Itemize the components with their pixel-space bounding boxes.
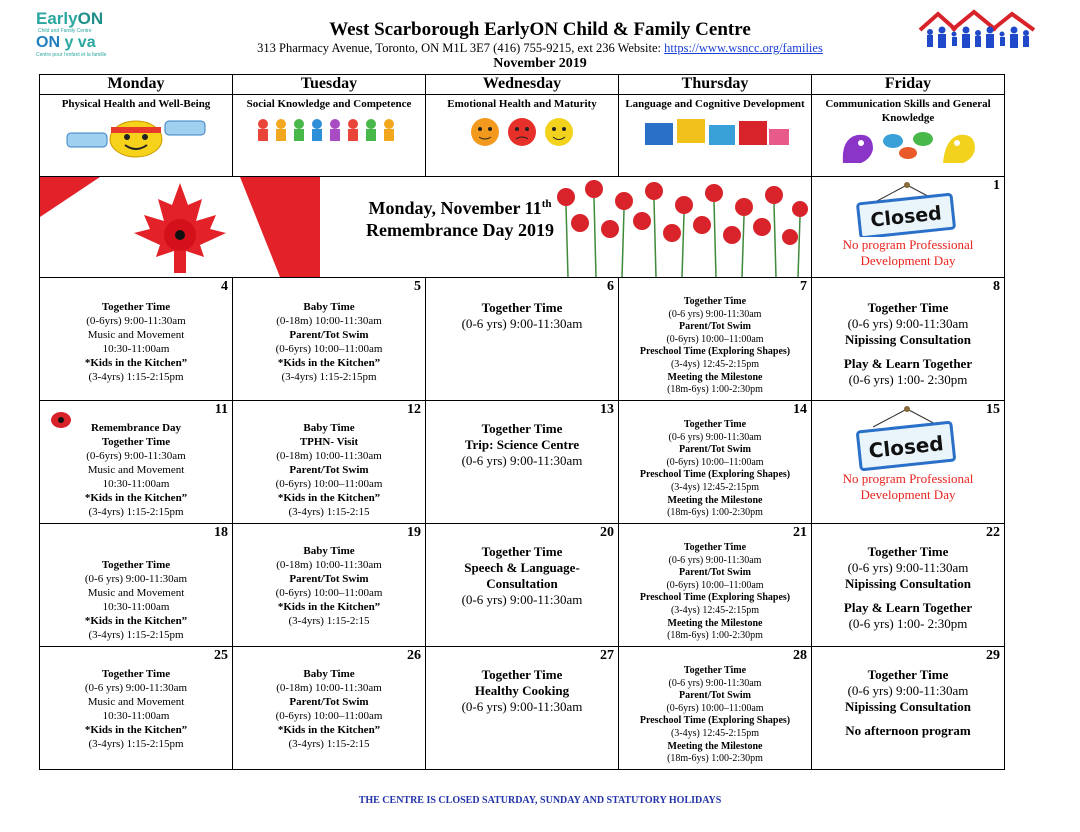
day-cell-19 — [233, 524, 426, 647]
program-title: Consultation — [486, 576, 558, 591]
program-title: Preschool Time (Exploring Shapes) — [639, 346, 791, 358]
program-title: Meeting the Milestone — [667, 617, 763, 629]
day-number: 7 — [800, 279, 807, 294]
program-time: (3-4yrs) 1:15-2:15pm — [88, 738, 184, 750]
program-time: (0-6 yrs) 9:00-11:30am — [847, 316, 969, 331]
program-title: Nipissing Consultation — [844, 332, 972, 347]
program-time: (0-6 yrs) 9:00-11:30am — [847, 560, 969, 575]
day-cell-8 — [812, 278, 1005, 401]
day-cell-12 — [233, 401, 426, 524]
day-number: 29 — [986, 648, 1000, 663]
program-title: Preschool Time (Exploring Shapes) — [639, 469, 791, 481]
address-text: 313 Pharmacy Avenue, Toronto, ON M1L 3E7 (416) 755-9215, ext 236 Website: — [257, 41, 665, 55]
program-title: Parent/Tot Swim — [289, 696, 369, 708]
program-time: (3-4ys) 12:45-2:15pm — [670, 358, 760, 370]
program-title: Parent/Tot Swim — [679, 567, 751, 579]
website-link[interactable]: https://www.wsncc.org/families — [664, 41, 823, 55]
program-time: (3-4yrs) 1:15-2:15pm — [88, 629, 184, 641]
program-title: Baby Time — [303, 545, 355, 557]
program-time: (0-6yrs) 10:00–11:00am — [275, 587, 383, 599]
program-time: (0-6 yrs) 1:00- 2:30pm — [848, 372, 968, 387]
program-time: 10:30-11:00am — [102, 710, 170, 722]
program-title: Music and Movement — [87, 696, 185, 708]
program-time: (0-18m) 10:00-11:30am — [276, 450, 382, 462]
remembrance-banner — [40, 177, 812, 278]
month-title: November 2019 — [493, 56, 587, 71]
program-time: (18m-6ys) 1:00-2:30pm — [667, 384, 763, 396]
day-number: 28 — [793, 648, 807, 663]
day-number: 11 — [214, 402, 228, 417]
logo-line1b: ON — [77, 9, 104, 28]
closed-text-2: Development Day — [860, 487, 956, 502]
day-cell-26 — [233, 647, 426, 770]
program-title: *Kids in the Kitchen” — [84, 724, 188, 736]
logo-sub2: Centre pour l'enfant et la famille — [36, 52, 107, 58]
theme-label: Language and Cognitive Development — [625, 98, 805, 110]
program-title: Together Time — [101, 436, 171, 448]
program-title: *Kids in the Kitchen” — [84, 357, 188, 369]
program-title: Music and Movement — [87, 464, 185, 476]
theme-label: Communication Skills and General Knowledge — [825, 98, 991, 124]
program-time: (3-4yrs) 1:15-2:15pm — [88, 371, 184, 383]
day-number: 22 — [986, 525, 1000, 540]
program-time: (0-6yrs) 10:00–11:00am — [666, 333, 764, 345]
theme-cell-tuesday — [233, 95, 426, 177]
letter-blocks-icon — [637, 115, 793, 149]
program-title: *Kids in the Kitchen” — [84, 615, 188, 627]
program-time: 10:30-11:00am — [102, 343, 170, 355]
day-header-thursday: Thursday — [619, 75, 812, 95]
closed-sign-icon — [853, 405, 963, 471]
program-title: Preschool Time (Exploring Shapes) — [639, 715, 791, 727]
program-time: (0-6 yrs) 9:00-11:30am — [668, 554, 762, 566]
logo-sub1: Child and Family Centre — [38, 28, 92, 34]
closed-sign-label: Closed — [869, 202, 943, 232]
day-cell-20 — [426, 524, 619, 647]
program-time: (3-4yrs) 1:15-2:15 — [288, 506, 370, 518]
day-number: 4 — [221, 279, 228, 294]
program-time: (0-6 yrs) 9:00-11:30am — [847, 683, 969, 698]
program-time: (0-6yrs) 10:00–11:00am — [275, 343, 383, 355]
logo-line2a: ON — [36, 34, 60, 51]
program-title: *Kids in the Kitchen” — [277, 601, 381, 613]
day-number: 8 — [993, 279, 1000, 294]
program-title: Preschool Time (Exploring Shapes) — [639, 592, 791, 604]
day-cell-25 — [40, 647, 233, 770]
program-time: (3-4yrs) 1:15-2:15 — [288, 738, 370, 750]
day-number: 14 — [793, 402, 807, 417]
program-title: Together Time — [683, 419, 747, 430]
program-time: 10:30-11:00am — [102, 478, 170, 490]
program-time: (0-18m) 10:00-11:30am — [276, 315, 382, 327]
day-number: 20 — [600, 525, 614, 540]
program-title: Together Time — [481, 300, 563, 315]
address-line — [0, 41, 1080, 56]
program-time: (0-6yrs) 9:00-11:30am — [86, 315, 186, 327]
program-title: Meeting the Milestone — [667, 371, 763, 383]
program-title: Together Time — [683, 542, 747, 553]
program-title: Together Time — [867, 667, 949, 682]
program-title: *Kids in the Kitchen” — [277, 357, 381, 369]
closed-sign-label: Closed — [867, 431, 945, 463]
logo-line2b: y va — [60, 34, 96, 51]
day-cell-6 — [426, 278, 619, 401]
program-title: Together Time — [101, 301, 171, 313]
program-time: (18m-6ys) 1:00-2:30pm — [667, 507, 763, 519]
banner-title — [340, 193, 580, 241]
day-cell-27 — [426, 647, 619, 770]
emotion-faces-icon — [447, 115, 597, 149]
closed-text-1: No program Professional — [842, 471, 974, 486]
program-title: *Kids in the Kitchen” — [84, 492, 188, 504]
program-title: Healthy Cooking — [474, 683, 570, 698]
day-number: 15 — [986, 402, 1000, 417]
day-cell-7 — [619, 278, 812, 401]
program-title: Parent/Tot Swim — [289, 329, 369, 341]
program-title: Parent/Tot Swim — [679, 690, 751, 702]
calendar-table — [39, 74, 1005, 770]
day-number: 5 — [414, 279, 421, 294]
program-time: (0-6 yrs) 9:00-11:30am — [84, 682, 188, 694]
day-cell-15 — [812, 401, 1005, 524]
day-header-wednesday: Wednesday — [426, 75, 619, 95]
program-title: Baby Time — [303, 422, 355, 434]
program-time: (0-6 yrs) 9:00-11:30am — [461, 592, 583, 607]
program-title: Remembrance Day — [90, 422, 182, 434]
program-time: (0-6 yrs) 9:00-11:30am — [461, 316, 583, 331]
poppies-icon — [550, 177, 811, 277]
program-title: Play & Learn Together — [843, 600, 973, 615]
program-title: Together Time — [867, 544, 949, 559]
poppy-icon — [50, 411, 72, 429]
people-figures-icon — [251, 115, 407, 145]
closed-note — [812, 471, 1004, 503]
program-time: (0-6 yrs) 9:00-11:30am — [461, 699, 583, 714]
day-cell-29 — [812, 647, 1005, 770]
program-title: Meeting the Milestone — [667, 740, 763, 752]
day-number: 27 — [600, 648, 614, 663]
day-cell-11 — [40, 401, 233, 524]
program-title: Nipissing Consultation — [844, 699, 972, 714]
speaking-figures-icon — [833, 129, 983, 165]
banner-line1: Monday, November 11 — [368, 198, 542, 218]
day-number: 13 — [600, 402, 614, 417]
day-cell-13 — [426, 401, 619, 524]
day-number: 18 — [214, 525, 228, 540]
day-header-monday: Monday — [40, 75, 233, 95]
closed-note — [812, 237, 1004, 269]
day-number: 12 — [407, 402, 421, 417]
program-title: Parent/Tot Swim — [679, 444, 751, 456]
program-time: (0-6 yrs) 9:00-11:30am — [668, 677, 762, 689]
program-title: *Kids in the Kitchen” — [277, 724, 381, 736]
program-time: (3-4ys) 12:45-2:15pm — [670, 481, 760, 493]
program-title: Together Time — [101, 668, 171, 680]
program-title: Together Time — [481, 667, 563, 682]
closed-text-2: Development Day — [860, 253, 956, 268]
theme-label: Social Knowledge and Competence — [246, 98, 412, 110]
theme-label: Emotional Health and Maturity — [447, 98, 597, 110]
program-time: (0-6yrs) 10:00–11:00am — [275, 710, 383, 722]
program-title: No afternoon program — [845, 723, 971, 738]
program-title: Parent/Tot Swim — [289, 464, 369, 476]
closed-sign-icon — [853, 181, 963, 237]
program-title: Together Time — [683, 296, 747, 307]
program-time: (0-6yrs) 10:00–11:00am — [666, 579, 764, 591]
program-title: Baby Time — [303, 668, 355, 680]
program-time: (18m-6ys) 1:00-2:30pm — [667, 630, 763, 642]
program-title: Together Time — [867, 300, 949, 315]
program-time: (3-4yrs) 1:15-2:15pm — [281, 371, 377, 383]
theme-label: Physical Health and Well-Being — [61, 98, 211, 110]
day-number: 19 — [407, 525, 421, 540]
program-time: (3-4ys) 12:45-2:15pm — [670, 727, 760, 739]
program-title: Trip: Science Centre — [464, 437, 580, 452]
day-number: 25 — [214, 648, 228, 663]
day-header-friday: Friday — [812, 75, 1005, 95]
program-title: Together Time — [101, 559, 171, 571]
theme-cell-wednesday — [426, 95, 619, 177]
program-title: Music and Movement — [87, 329, 185, 341]
program-title: Play & Learn Together — [843, 356, 973, 371]
program-time: (3-4yrs) 1:15-2:15 — [288, 615, 370, 627]
day-cell-18 — [40, 524, 233, 647]
program-title: Music and Movement — [87, 587, 185, 599]
program-title: Together Time — [683, 665, 747, 676]
day-cell-5 — [233, 278, 426, 401]
program-time: (0-6 yrs) 9:00-11:30am — [668, 308, 762, 320]
banner-sup: th — [541, 198, 552, 210]
day-number: 21 — [793, 525, 807, 540]
program-time: (3-4yrs) 1:15-2:15pm — [88, 506, 184, 518]
program-time: (0-6yrs) 10:00–11:00am — [666, 456, 764, 468]
program-time: (0-6 yrs) 9:00-11:30am — [461, 453, 583, 468]
closed-text-1: No program Professional — [842, 237, 974, 252]
day-number: 1 — [993, 178, 1000, 193]
banner-line2: Remembrance Day 2019 — [366, 220, 554, 240]
program-title: Together Time — [481, 421, 563, 436]
program-title: TPHN- Visit — [299, 436, 359, 448]
day-header-tuesday: Tuesday — [233, 75, 426, 95]
theme-cell-monday — [40, 95, 233, 177]
day-cell-1 — [812, 177, 1005, 278]
program-title: Meeting the Milestone — [667, 494, 763, 506]
program-time: (0-6yrs) 9:00-11:30am — [86, 450, 186, 462]
day-cell-28 — [619, 647, 812, 770]
page-title: West Scarborough EarlyON Child & Family Centre — [329, 19, 751, 40]
program-title: Speech & Language- — [464, 560, 580, 575]
theme-cell-friday — [812, 95, 1005, 177]
footer-note: THE CENTRE IS CLOSED SATURDAY, SUNDAY AND STATUTORY HOLIDAYS — [358, 795, 722, 806]
program-time: (0-6 yrs) 9:00-11:30am — [84, 573, 188, 585]
program-time: (0-18m) 10:00-11:30am — [276, 682, 382, 694]
theme-cell-thursday — [619, 95, 812, 177]
logo-line1a: Early — [36, 9, 78, 28]
day-cell-22 — [812, 524, 1005, 647]
day-number: 6 — [607, 279, 614, 294]
program-title: Parent/Tot Swim — [289, 573, 369, 585]
day-cell-21 — [619, 524, 812, 647]
program-title: Baby Time — [303, 301, 355, 313]
program-title: Nipissing Consultation — [844, 576, 972, 591]
program-time: (0-6 yrs) 9:00-11:30am — [668, 431, 762, 443]
program-title: Together Time — [481, 544, 563, 559]
smiley-fitness-icon — [61, 115, 211, 159]
program-time: (0-6yrs) 10:00–11:00am — [666, 702, 764, 714]
day-cell-14 — [619, 401, 812, 524]
canadian-flag-icon — [40, 177, 320, 277]
program-time: (3-4ys) 12:45-2:15pm — [670, 604, 760, 616]
day-cell-4 — [40, 278, 233, 401]
program-time: (0-6yrs) 10:00–11:00am — [275, 478, 383, 490]
program-time: (18m-6ys) 1:00-2:30pm — [667, 753, 763, 765]
program-title: Parent/Tot Swim — [679, 321, 751, 333]
program-time: (0-6 yrs) 1:00- 2:30pm — [848, 616, 968, 631]
program-time: 10:30-11:00am — [102, 601, 170, 613]
program-title: *Kids in the Kitchen” — [277, 492, 381, 504]
day-number: 26 — [407, 648, 421, 663]
program-time: (0-18m) 10:00-11:30am — [276, 559, 382, 571]
